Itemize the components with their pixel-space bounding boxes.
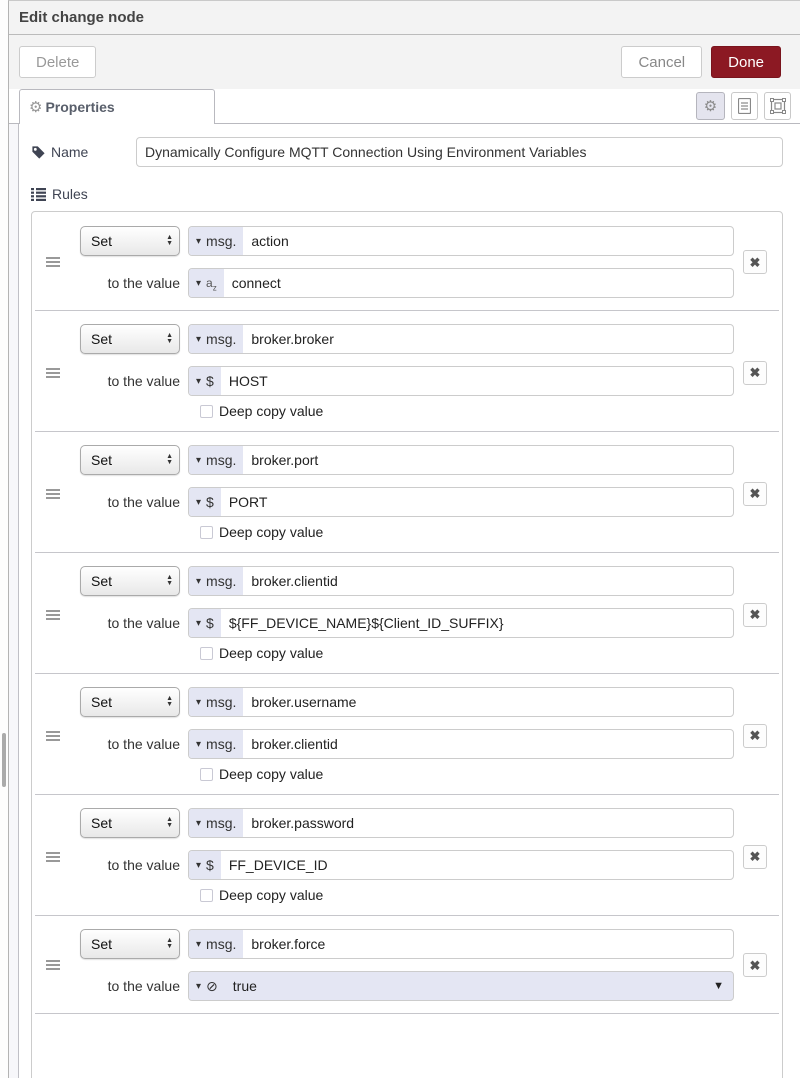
property-type-button[interactable]: ▾ msg. bbox=[189, 325, 243, 353]
rule-item bbox=[34, 794, 780, 915]
drag-handle-icon[interactable] bbox=[46, 257, 60, 267]
editor-tab-bar bbox=[9, 89, 800, 124]
operation-select[interactable]: Set ▲ ▼ bbox=[80, 687, 180, 717]
property-typed-input[interactable] bbox=[188, 687, 734, 717]
deep-copy-label: Deep copy value bbox=[219, 645, 324, 661]
drag-handle-icon[interactable] bbox=[46, 610, 60, 620]
x-icon: ✖ bbox=[749, 365, 761, 380]
select-arrows-icon: ▲ ▼ bbox=[166, 574, 173, 587]
value-type-button[interactable]: ▾ msg. bbox=[189, 730, 243, 758]
value-typed-input[interactable] bbox=[188, 729, 734, 759]
select-arrows-icon: ▲ ▼ bbox=[166, 332, 173, 345]
value-type-button[interactable]: ▾ $a_z$ bbox=[189, 269, 224, 297]
select-arrows-icon: ▲ ▼ bbox=[166, 937, 173, 950]
edit-tray bbox=[8, 0, 800, 1078]
property-typed-input[interactable] bbox=[188, 929, 734, 959]
property-value[interactable]: action bbox=[251, 233, 289, 249]
done-button[interactable]: Done bbox=[711, 46, 781, 78]
x-icon: ✖ bbox=[749, 728, 761, 743]
select-arrows-icon: ▲ ▼ bbox=[166, 234, 173, 247]
property-type-button[interactable]: ▾ msg. bbox=[189, 809, 243, 837]
x-icon: ✖ bbox=[749, 486, 761, 501]
operation-select[interactable]: Set ▲ ▼ bbox=[80, 808, 180, 838]
rules-drop-area bbox=[34, 1013, 780, 1078]
name-input[interactable] bbox=[136, 137, 783, 167]
value-field[interactable]: broker.clientid bbox=[251, 736, 338, 752]
property-type-button[interactable]: ▾ msg. bbox=[189, 227, 243, 255]
scrollbar-thumb[interactable] bbox=[2, 733, 6, 787]
deep-copy-checkbox[interactable] bbox=[200, 768, 213, 781]
rule-item bbox=[34, 310, 780, 431]
properties-gear-icon: ⚙ bbox=[29, 99, 43, 116]
tray-toolbar bbox=[9, 35, 800, 89]
to-the-value-label: to the value bbox=[107, 736, 180, 752]
tab-properties[interactable] bbox=[19, 89, 215, 124]
property-value[interactable]: broker.port bbox=[251, 452, 319, 468]
chevron-down-icon: ▾ bbox=[196, 235, 202, 247]
chevron-down-icon: ▾ bbox=[196, 496, 202, 508]
delete-rule-button[interactable] bbox=[743, 724, 767, 748]
show-description-button[interactable] bbox=[731, 92, 758, 120]
deep-copy-checkbox[interactable] bbox=[200, 526, 213, 539]
property-type-button[interactable]: ▾ msg. bbox=[189, 688, 243, 716]
deep-copy-checkbox[interactable] bbox=[200, 647, 213, 660]
operation-select[interactable]: Set ▲ ▼ bbox=[80, 566, 180, 596]
value-type-button[interactable]: ▾ $ bbox=[189, 851, 221, 879]
deep-copy-checkbox[interactable] bbox=[200, 889, 213, 902]
deep-copy-label: Deep copy value bbox=[219, 887, 324, 903]
to-the-value-label: to the value bbox=[107, 978, 180, 994]
tray-resize-gutter[interactable] bbox=[9, 124, 19, 1078]
property-typed-input[interactable] bbox=[188, 324, 734, 354]
rule-item bbox=[34, 431, 780, 552]
property-typed-input[interactable] bbox=[188, 226, 734, 256]
to-the-value-label: to the value bbox=[107, 373, 180, 389]
operation-select[interactable]: Set ▲ ▼ bbox=[80, 324, 180, 354]
drag-handle-icon[interactable] bbox=[46, 731, 60, 741]
drag-handle-icon[interactable] bbox=[46, 489, 60, 499]
property-value[interactable]: broker.broker bbox=[251, 331, 334, 347]
list-icon bbox=[31, 188, 46, 201]
select-caret-icon: ▼ bbox=[713, 980, 724, 992]
document-icon bbox=[738, 98, 751, 114]
property-type-button[interactable]: ▾ msg. bbox=[189, 567, 243, 595]
tab-properties-label: Properties bbox=[45, 99, 115, 115]
value-typed-input[interactable] bbox=[188, 366, 734, 396]
name-row bbox=[31, 137, 783, 167]
rule-item bbox=[34, 673, 780, 794]
value-typed-input[interactable] bbox=[188, 850, 734, 880]
rule-item bbox=[34, 552, 780, 673]
property-type-button[interactable]: ▾ msg. bbox=[189, 930, 243, 958]
rules-container bbox=[31, 211, 783, 1078]
to-the-value-label: to the value bbox=[107, 615, 180, 631]
deep-copy-checkbox[interactable] bbox=[200, 405, 213, 418]
property-value[interactable]: broker.username bbox=[251, 694, 357, 710]
value-typed-input[interactable] bbox=[188, 971, 734, 1001]
rule-item bbox=[34, 915, 780, 1013]
delete-rule-button[interactable] bbox=[743, 250, 767, 274]
expand-icon bbox=[770, 98, 786, 114]
drag-handle-icon[interactable] bbox=[46, 960, 60, 970]
x-icon: ✖ bbox=[749, 254, 761, 270]
property-typed-input[interactable] bbox=[188, 808, 734, 838]
chevron-down-icon: ▾ bbox=[196, 375, 202, 387]
x-icon: ✖ bbox=[749, 607, 761, 622]
dialog-title: Edit change node bbox=[19, 9, 145, 26]
value-type-button[interactable]: ▾ ⊘ bbox=[189, 972, 225, 1000]
cancel-button[interactable]: Cancel bbox=[621, 46, 702, 78]
chevron-down-icon: ▾ bbox=[196, 859, 202, 871]
rules-label: Rules bbox=[31, 186, 783, 202]
property-value[interactable]: broker.password bbox=[251, 815, 355, 831]
drag-handle-icon[interactable] bbox=[46, 852, 60, 862]
chevron-down-icon: ▾ bbox=[196, 333, 202, 345]
value-field[interactable]: PORT bbox=[228, 494, 268, 510]
deep-copy-row bbox=[200, 643, 734, 663]
value-field[interactable]: FF_DEVICE_ID bbox=[228, 857, 328, 873]
to-the-value-label: to the value bbox=[107, 857, 180, 873]
chevron-down-icon: ▾ bbox=[196, 696, 202, 708]
rule-item bbox=[34, 212, 780, 310]
tray-header bbox=[9, 1, 800, 35]
chevron-down-icon: ▾ bbox=[196, 738, 202, 750]
gear-icon: ⚙ bbox=[703, 98, 718, 115]
select-arrows-icon: ▲ ▼ bbox=[166, 816, 173, 829]
value-field[interactable]: HOST bbox=[228, 373, 268, 389]
editor-toggle-buttons bbox=[696, 92, 791, 120]
select-arrows-icon: ▲ ▼ bbox=[166, 695, 173, 708]
x-icon: ✖ bbox=[749, 957, 761, 973]
property-value[interactable]: broker.clientid bbox=[251, 573, 338, 589]
operation-select[interactable]: Set ▲ ▼ bbox=[80, 226, 180, 256]
delete-rule-button[interactable] bbox=[743, 482, 767, 506]
name-label: Name bbox=[31, 144, 136, 160]
property-typed-input[interactable] bbox=[188, 566, 734, 596]
deep-copy-label: Deep copy value bbox=[219, 766, 324, 782]
value-type-button[interactable]: ▾ $ bbox=[189, 609, 221, 637]
deep-copy-label: Deep copy value bbox=[219, 403, 324, 419]
value-field[interactable]: true bbox=[232, 978, 257, 994]
drag-handle-icon[interactable] bbox=[46, 368, 60, 378]
page-left-gutter bbox=[0, 0, 8, 1078]
show-properties-button[interactable] bbox=[696, 92, 725, 120]
chevron-down-icon: ▾ bbox=[196, 980, 202, 992]
operation-select[interactable]: Set ▲ ▼ bbox=[80, 445, 180, 475]
operation-select[interactable]: Set ▲ ▼ bbox=[80, 929, 180, 959]
value-type-button[interactable]: ▾ $ bbox=[189, 367, 221, 395]
value-typed-input[interactable] bbox=[188, 608, 734, 638]
deep-copy-row bbox=[200, 401, 734, 421]
chevron-down-icon: ▾ bbox=[196, 454, 202, 466]
value-type-button[interactable]: ▾ $ bbox=[189, 488, 221, 516]
properties-form bbox=[9, 124, 800, 1078]
tag-icon bbox=[31, 145, 46, 160]
value-typed-input[interactable] bbox=[188, 487, 734, 517]
delete-rule-button[interactable] bbox=[743, 603, 767, 627]
chevron-down-icon: ▾ bbox=[196, 575, 202, 587]
deep-copy-row bbox=[200, 885, 734, 905]
chevron-down-icon: ▾ bbox=[196, 817, 202, 829]
value-field[interactable]: connect bbox=[231, 275, 281, 291]
chevron-down-icon: ▾ bbox=[196, 617, 202, 629]
chevron-down-icon: ▾ bbox=[196, 938, 202, 950]
deep-copy-row bbox=[200, 522, 734, 542]
property-value[interactable]: broker.force bbox=[251, 936, 326, 952]
x-icon: ✖ bbox=[749, 849, 761, 864]
to-the-value-label: to the value bbox=[107, 275, 180, 291]
value-field[interactable]: ${FF_DEVICE_NAME}${Client_ID_SUFFIX} bbox=[228, 615, 504, 631]
delete-button[interactable]: Delete bbox=[19, 46, 96, 78]
rules-list bbox=[34, 212, 780, 1013]
delete-rule-button[interactable] bbox=[743, 361, 767, 385]
to-the-value-label: to the value bbox=[107, 494, 180, 510]
property-typed-input[interactable] bbox=[188, 445, 734, 475]
expand-editor-button[interactable] bbox=[764, 92, 791, 120]
chevron-down-icon: ▾ bbox=[196, 277, 202, 289]
select-arrows-icon: ▲ ▼ bbox=[166, 453, 173, 466]
property-type-button[interactable]: ▾ msg. bbox=[189, 446, 243, 474]
delete-rule-button[interactable] bbox=[743, 845, 767, 869]
delete-rule-button[interactable] bbox=[743, 953, 767, 977]
value-typed-input[interactable] bbox=[188, 268, 734, 298]
deep-copy-row bbox=[200, 764, 734, 784]
deep-copy-label: Deep copy value bbox=[219, 524, 324, 540]
